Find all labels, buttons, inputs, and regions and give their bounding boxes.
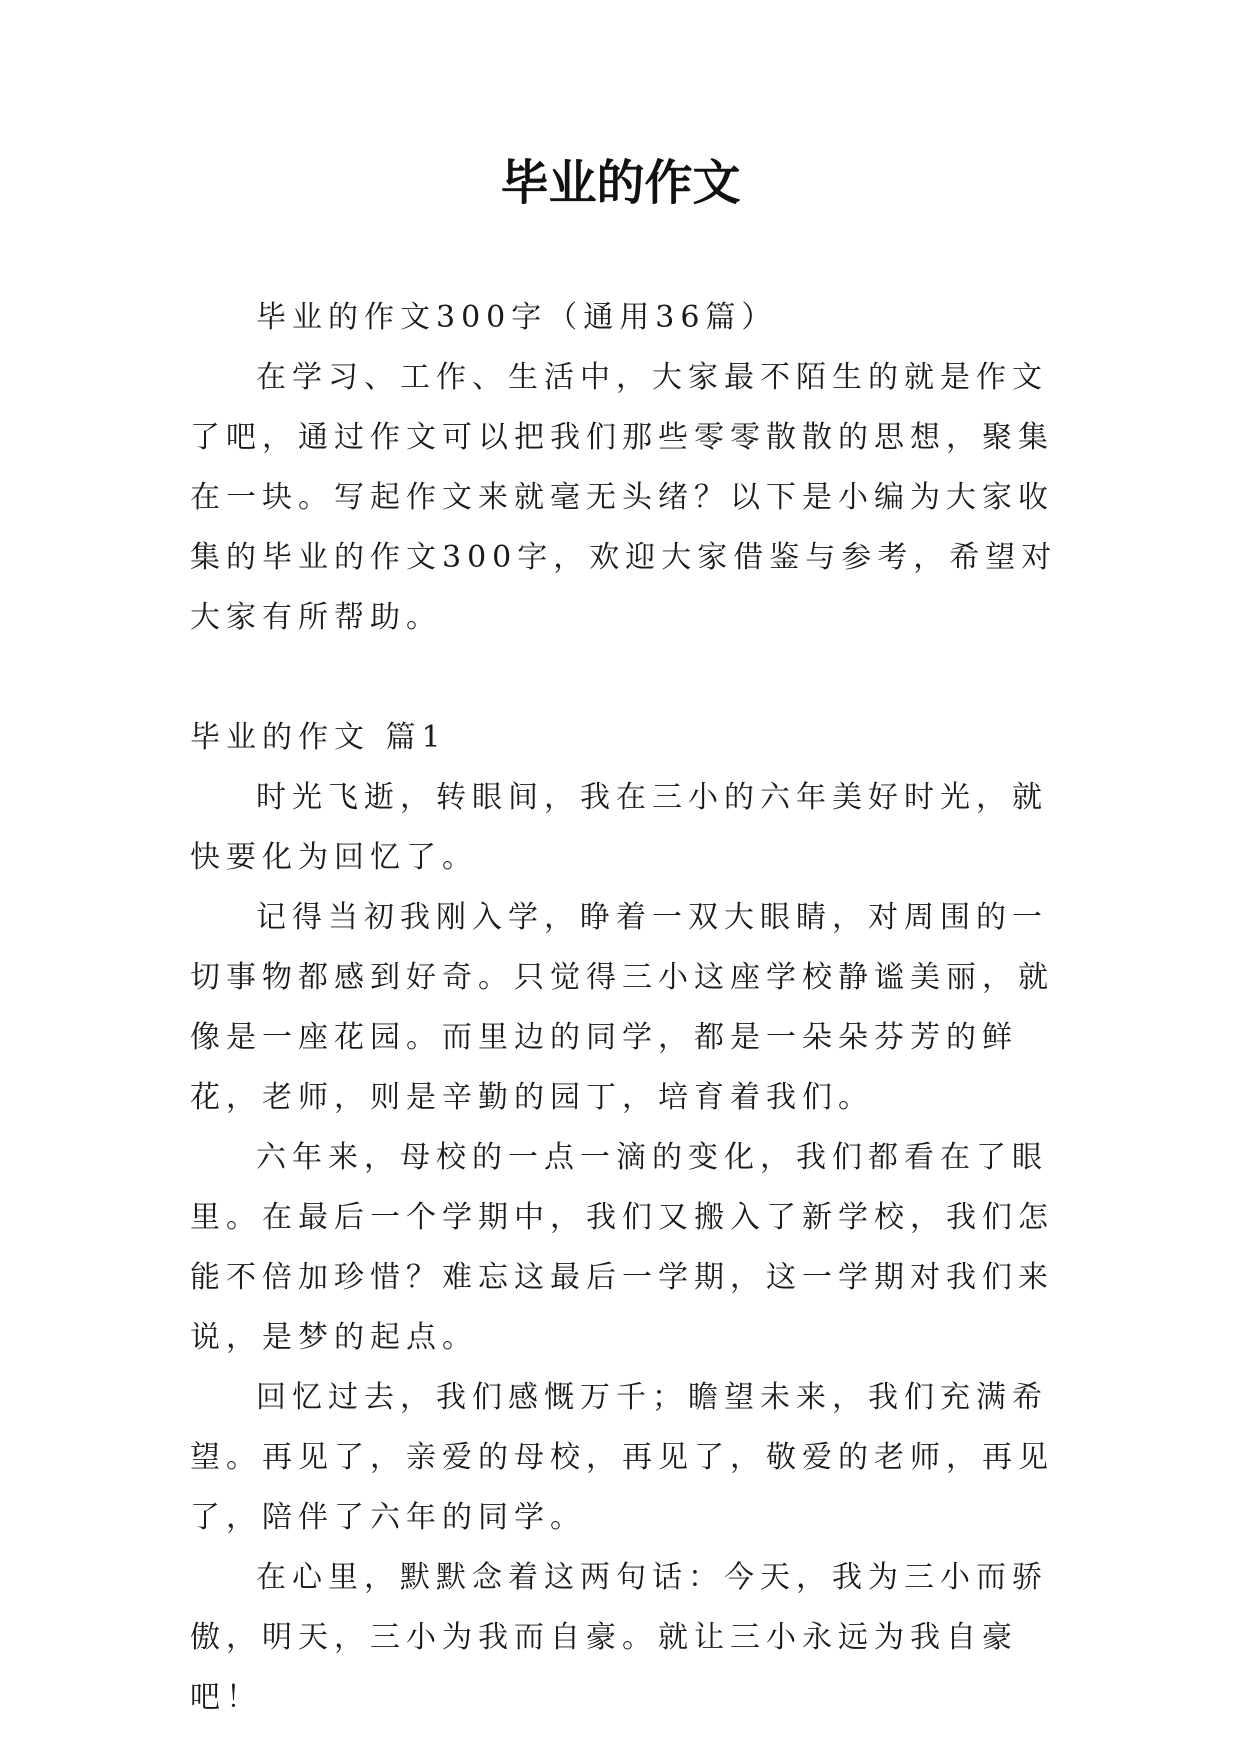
essay-paragraph: 在心里，默默念着这两句话：今天，我为三小而骄傲，明天，三小为我而自豪。就让三小永远为我自豪吧！ [190,1560,1048,1715]
section-heading: 毕业的作文 篇1 [190,720,447,755]
essay-paragraph: 记得当初我刚入学，睁着一双大眼睛，对周围的一切事物都感到好奇。只觉得三小这座学校静谧美丽，就像是一座花园。而里边的同学，都是一朵朵芬芳的鲜花，老师，则是辛勤的园丁，培育着我们。 [190,900,1054,1115]
essay-paragraph: 时光飞逝，转眼间，我在三小的六年美好时光，就快要化为回忆了。 [190,780,1048,875]
intro-paragraph: 在学习、工作、生活中，大家最不陌生的就是作文了吧，通过作文可以把我们那些零零散散的思想，聚集在一块。写起作文来就毫无头绪？以下是小编为大家收集的毕业的作文300字，欢迎大家借鉴与参考，希望对大家有所帮助。 [190,360,1058,635]
document-title: 毕业的作文 [500,155,741,211]
essay-paragraph: 回忆过去，我们感慨万千；瞻望未来，我们充满希望。再见了，亲爱的母校，再见了，敬爱的老师，再见了，陪伴了六年的同学。 [190,1380,1054,1535]
document-body [190,288,1070,1728]
essay-paragraph: 六年来，母校的一点一滴的变化，我们都看在了眼里。在最后一个学期中，我们又搬入了新学校，我们怎能不倍加珍惜？难忘这最后一学期，这一学期对我们来说，是梦的起点。 [190,1140,1054,1355]
document-subtitle: 毕业的作文300字（通用36篇） [256,300,778,335]
